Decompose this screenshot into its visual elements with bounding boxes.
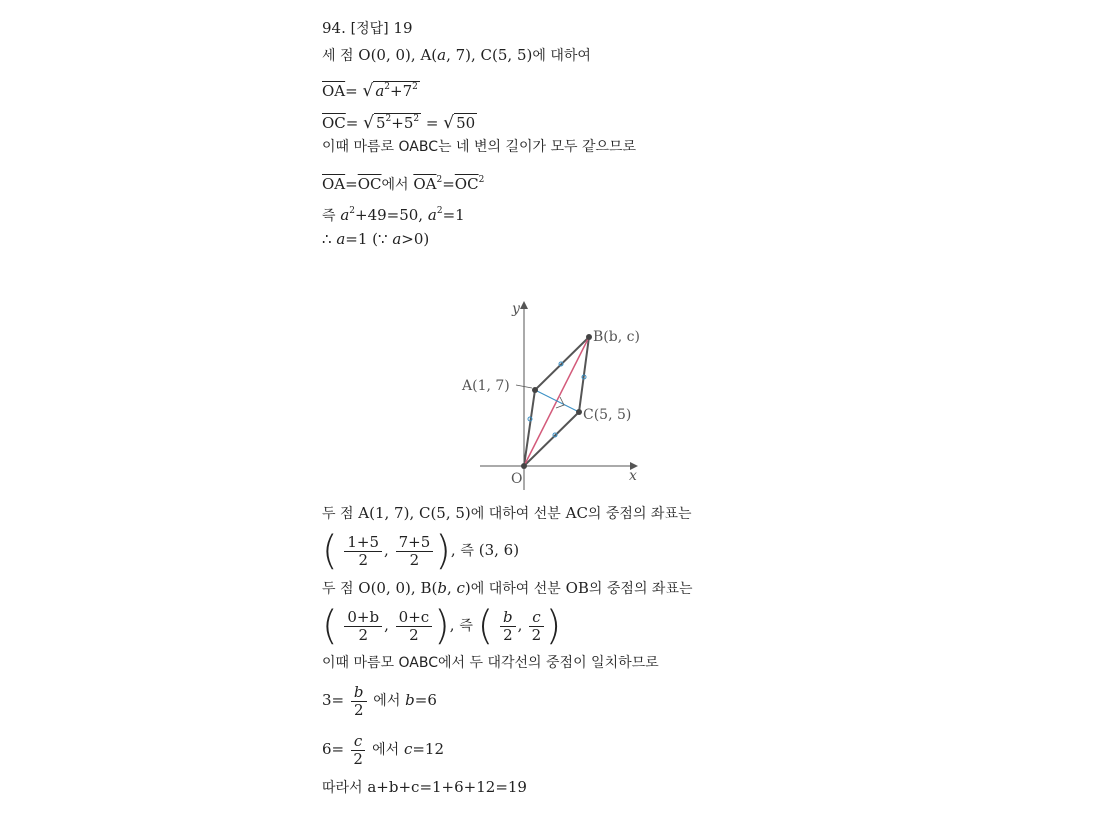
text-therefore: 따라서 [322, 780, 363, 796]
text-midpoint: 의 중점의 좌표는 [588, 581, 693, 597]
line-mid-ac-intro [322, 503, 692, 524]
frac-2: $\frac{7+5}{2}$ [396, 534, 434, 569]
var-c: c [456, 579, 465, 597]
points-ob: O(0, 0), B( [358, 579, 438, 597]
label-c: C(5, 5) [583, 407, 632, 423]
frac-3: $\frac{0+b}{2}$ [344, 609, 382, 644]
sqrt-oa: √ $a^2+7^2$ [362, 81, 418, 101]
eq-sign-2: = [442, 175, 455, 193]
therefore-symbol: ∴ [322, 230, 332, 248]
var-a: a [437, 46, 447, 64]
text-from: 에서 [381, 177, 409, 193]
line-oc [322, 109, 477, 133]
line-b-result: 3= $\frac{b}{2}$ 에서 b=6 [322, 682, 437, 719]
diagonal-ac [535, 390, 579, 412]
rad-50: 50 [456, 114, 476, 132]
answer-tag: [정답] [350, 21, 389, 37]
point-a [532, 387, 538, 393]
sqrt-50: √ 50 [443, 113, 476, 133]
expr-2: =1 [442, 206, 465, 224]
text-segment: 에 대하여 선분 [470, 506, 561, 522]
seg-oa-sq: $\overline{OA}$ [413, 175, 437, 193]
text-about: 에 대하여 [532, 48, 591, 64]
label-b: B(b, c) [593, 329, 640, 345]
seg-oc-sq: $\overline{OC}$ [454, 175, 479, 193]
line-mid-ac-value: ( $\frac{1+5}{2}$ , $\frac{7+5}{2}$ ), 즉 (3, 6) [322, 528, 520, 574]
line-equal-sides: $\overline{OA}=\overline{OC}$에서 $\overline{OA}^2=\overline{OC}^2$ [322, 175, 485, 193]
line-mid-ob-intro [322, 578, 693, 599]
seg-oc: $\overline{OC}$ [357, 175, 382, 193]
rad-term: 5 [375, 114, 386, 132]
text-jeuk: 즉 [460, 543, 474, 559]
paren: ) [464, 579, 471, 597]
rhombus-graph [450, 295, 650, 495]
point-c [576, 409, 582, 415]
expr-1: +49=50, [355, 206, 424, 224]
line-equation: 즉 $a^2+49=50$, $a^2=1$ [322, 206, 465, 224]
rad-term: +7 [390, 82, 413, 100]
rad-term-2: +5 [391, 114, 414, 132]
seg-ob: OB [565, 579, 589, 597]
points-ac: A(1, 7), C(5, 5) [358, 504, 471, 522]
sqrt-oc: √ $5^2+5^2$ [363, 113, 420, 133]
line-c-result: 6= $\frac{c}{2}$ 에서 c=12 [322, 731, 444, 768]
line-oa [322, 77, 420, 101]
comma: , [446, 579, 452, 597]
problem-number: 94. [322, 19, 346, 37]
seg-oc: $\overline{OC}$ [322, 114, 346, 132]
frac-4: $\frac{0+c}{2}$ [396, 609, 433, 644]
line-mid-ob-value: ( $\frac{0+b}{2}$ , $\frac{0+c}{2}$ ), 즉 ( $\frac{b}{2}$ , $\frac{c}{2}$ ) [322, 603, 562, 649]
frac-6: $\frac{c}{2}$ [529, 609, 543, 644]
frac-5: $\frac{b}{2}$ [500, 609, 516, 644]
line-final [322, 777, 527, 798]
line-diagonals: 이때 마름모 OABC에서 두 대각선의 중점이 일치하므로 [322, 655, 659, 671]
c-value: =12 [412, 740, 444, 758]
eq-sign: = [345, 114, 359, 132]
points-text-2: , 7), C(5, 5) [446, 46, 533, 64]
y-axis-label: y [512, 301, 520, 317]
line-rhombus: 이때 마름로 OABC는 네 변의 길이가 모두 같으므로 [322, 139, 637, 155]
b-value: =6 [414, 691, 437, 709]
text-two-points: 두 점 [322, 581, 354, 597]
text-three-points: 세 점 [322, 48, 354, 64]
text-jeuk: 즉 [322, 208, 336, 224]
seg-ac: AC [565, 504, 588, 522]
text-segment: 에 대하여 선분 [470, 581, 561, 597]
answer-value: 19 [393, 19, 413, 37]
lhs: 6= [322, 740, 345, 758]
frac-c: $\frac{c}{2}$ [351, 733, 365, 768]
text-jeuk: 즉 [459, 618, 473, 634]
line-points [322, 45, 591, 66]
x-axis-label: x [629, 468, 637, 484]
seg-oa: $\overline{OA}$ [322, 82, 346, 100]
text-from: 에서 [372, 742, 400, 758]
lhs: 3= [322, 691, 345, 709]
eq-sign: = [345, 82, 358, 100]
frac-1: $\frac{1+5}{2}$ [344, 534, 382, 569]
midpoint-ac: (3, 6) [478, 541, 520, 559]
point-b [586, 334, 592, 340]
text-midpoint: 의 중점의 좌표는 [587, 506, 692, 522]
seg-oa: $\overline{OA}$ [322, 175, 346, 193]
point-o [521, 463, 527, 469]
eq-sign: = [345, 175, 358, 193]
eq-sign-2: = [425, 114, 439, 132]
points-text: O(0, 0), A( [358, 46, 438, 64]
answer-header [322, 18, 413, 39]
label-a: A(1, 7) [462, 378, 510, 394]
line-result-a: ∴ a=1 (∵ a>0) [322, 230, 430, 248]
final-sum: a+b+c=1+6+12=19 [367, 778, 527, 796]
origin-label: O [511, 471, 523, 487]
text-from: 에서 [373, 693, 401, 709]
expr-a-2: >0) [401, 230, 430, 248]
expr-a: =1 (∵ [345, 230, 388, 248]
var-b: b [437, 579, 447, 597]
frac-b: $\frac{b}{2}$ [351, 684, 367, 719]
text-two-points: 두 점 [322, 506, 354, 522]
